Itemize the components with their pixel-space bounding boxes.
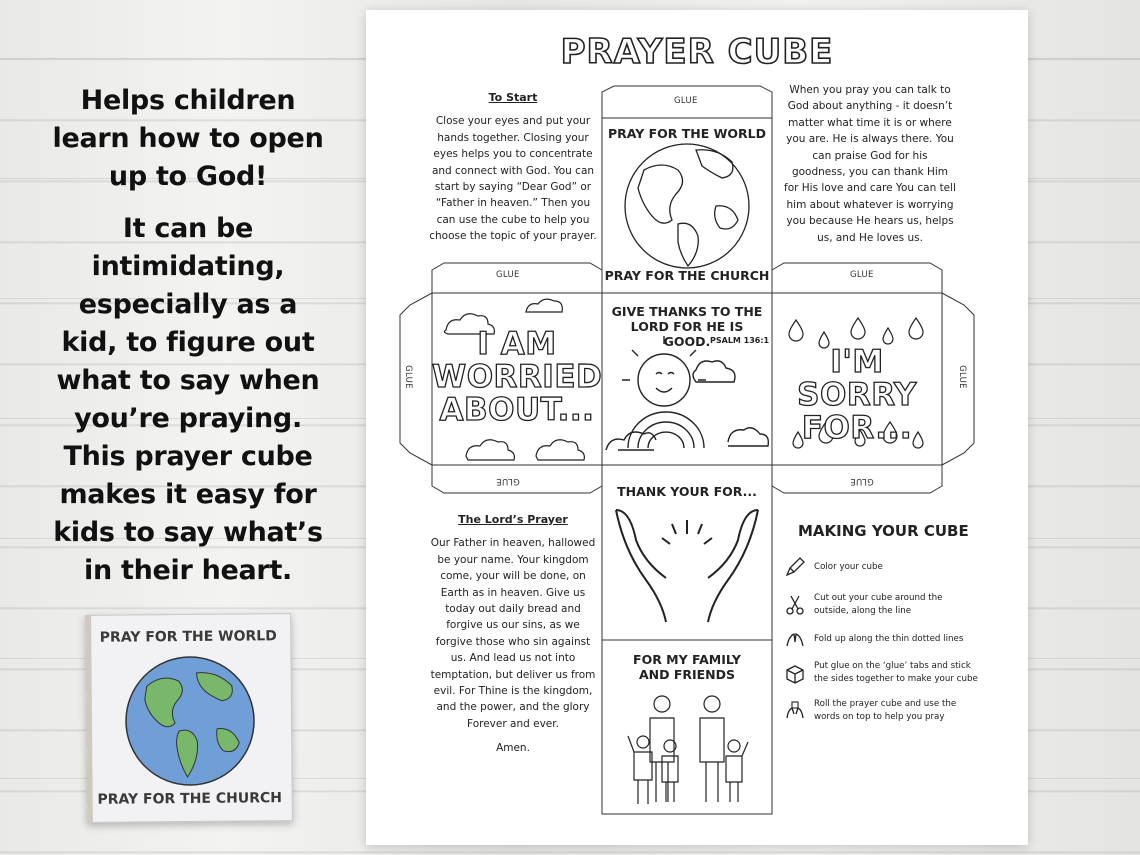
face-worried-text: I AM WORRIED ABOUT... xyxy=(432,326,603,428)
step-text: Cut out your cube around the outside, along the line xyxy=(814,593,943,616)
step-text: Put glue on the ‘glue’ tabs and stick the sides together to make your cube xyxy=(814,661,978,684)
face-family-heading: FOR MY FAMILY AND FRIENDS xyxy=(633,652,741,682)
photo-bottom-label: PRAY FOR THE CHURCH xyxy=(97,790,283,808)
promo-line-2: It can be intimidating, especially as a kid, to figure out what to say when you’re praying. This prayer cube makes it easy for kids to say what’s in their heart. xyxy=(53,213,323,586)
glue-label-right-side: GLUE xyxy=(956,365,967,389)
lords-prayer-heading: The Lord’s Prayer xyxy=(458,513,568,526)
step-text: Fold up along the thin dotted lines xyxy=(814,633,964,644)
face-church-heading: PRAY FOR THE CHURCH xyxy=(604,268,770,283)
glue-label-right-bottom: GLUE xyxy=(850,476,874,486)
psalm-reference: PSALM 136:1 xyxy=(710,336,770,345)
earth-colored-icon xyxy=(116,650,263,791)
glue-label-left-top: GLUE xyxy=(496,270,520,280)
fold-hands-icon xyxy=(784,628,806,650)
when-you-pray-text: When you pray you can talk to God about anything - it doesn’t matter what time it is or where you are. He is always there. You can praise God for his goodness, you can thank Him for His love and care You can tell him about whatever is worrying you because He hears us, helps us, and He loves us. xyxy=(784,84,956,244)
glue-label-right-top: GLUE xyxy=(850,270,874,280)
face-world-heading: PRAY FOR THE WORLD xyxy=(607,126,767,141)
promo-text xyxy=(40,82,336,590)
step-glue xyxy=(784,660,978,686)
crayon-icon xyxy=(784,556,806,578)
making-cube-heading: MAKING YOUR CUBE xyxy=(798,522,969,540)
worksheet xyxy=(366,10,1028,845)
open-hands-icon xyxy=(616,510,758,622)
family-icon xyxy=(628,696,748,804)
to-start-body: Close your eyes and put your hands together. Closing your eyes helps you to concentrate and connect with God. You can start by saying “Dear God” or “Father in heaven.” Then you can use the cube to help you choose the topic of your prayer. xyxy=(429,115,597,243)
promo-line-1: Helps children learn how to open up to God! xyxy=(52,85,324,192)
face-thank-you-heading: THANK YOUR FOR... xyxy=(617,484,757,499)
globe-icon xyxy=(625,144,749,268)
step-fold xyxy=(784,628,963,650)
glue-label-left-side: GLUE xyxy=(402,365,413,389)
step-cut xyxy=(784,592,964,618)
step-text: Roll the prayer cube and use the words on top to help you pray xyxy=(814,699,957,722)
amen-text: Amen. xyxy=(496,742,530,755)
photo-top-label: PRAY FOR THE WORLD xyxy=(99,628,277,646)
lords-prayer-body: Our Father in heaven, hallowed be your name. Your kingdom come, your will be done, on Earth as in heaven. Give us today out daily bread and forgive us our sins, as we forgive those who sin against us. And lead us not into temptation, but deliver us from evil. For Thine is the kingdom, and the power, and the glory Forever and ever. xyxy=(430,537,596,730)
cube-photo xyxy=(85,613,293,823)
face-give-thanks-heading: GIVE THANKS TO THE LORD FOR HE IS GOOD. xyxy=(611,304,763,349)
sun-rainbow-icon xyxy=(606,336,768,450)
page-title: PRAYER CUBE xyxy=(560,32,834,72)
face-sorry-text: I'M SORRY FOR... xyxy=(797,344,917,446)
step-roll xyxy=(784,698,964,724)
glue-label-left-bottom: GLUE xyxy=(496,476,520,486)
box-icon xyxy=(784,662,806,684)
to-start-heading: To Start xyxy=(488,91,538,104)
glue-label-top: GLUE xyxy=(674,96,698,106)
step-text: Color your cube xyxy=(814,561,883,572)
scissors-icon xyxy=(784,594,806,616)
roll-hands-icon xyxy=(784,700,806,722)
step-color xyxy=(784,556,883,578)
